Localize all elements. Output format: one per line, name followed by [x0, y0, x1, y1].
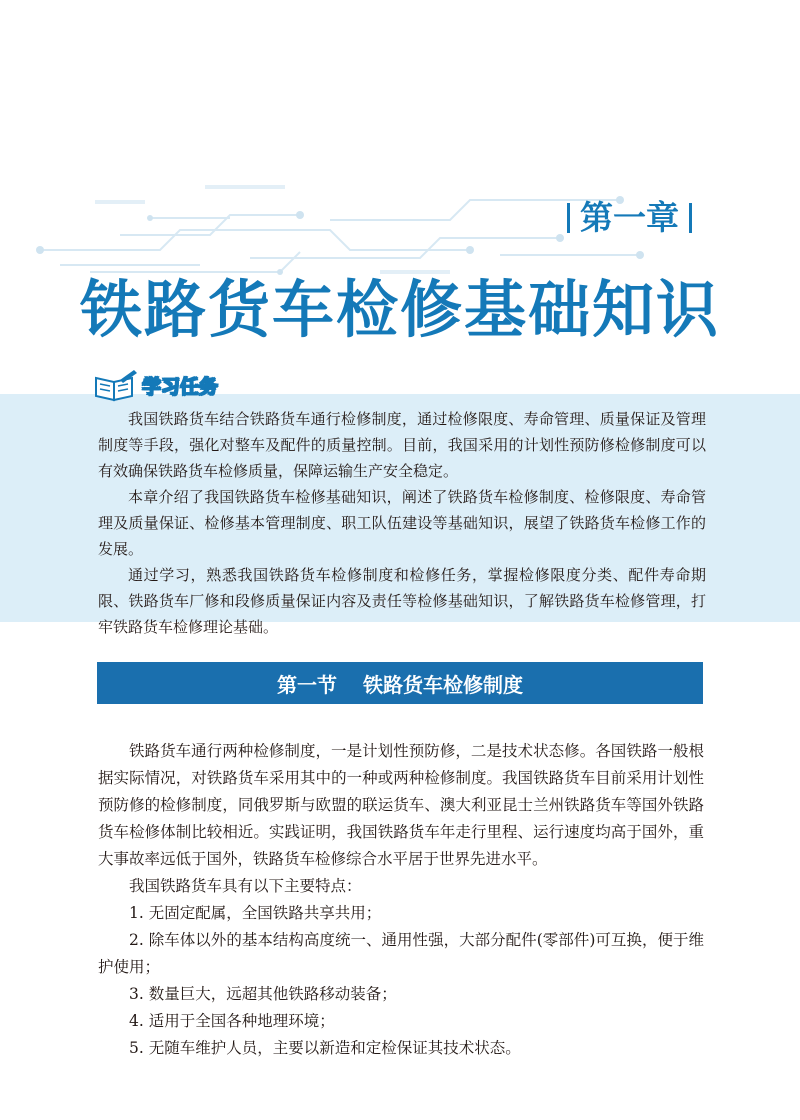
section-number: 第一节: [277, 672, 337, 697]
chapter-title: 铁路货车检修基础知识: [79, 273, 720, 346]
learning-task-paragraph: 我国铁路货车结合铁路货车通行检修制度，通过检修限度、寿命管理、质量保证及管理制度等手段，强化对整车及配件的质量控制。目前，我国采用的计划性预防修检修制度可以有效确保铁路货车检修质量，保障运输生产安全稳定。: [98, 410, 706, 480]
feature-list-item: 1. 无固定配属，全国铁路共享共用；: [129, 904, 382, 922]
features-heading: 我国铁路货车具有以下主要特点：: [129, 877, 362, 895]
body-paragraph: 铁路货车通行两种检修制度，一是计划性预防修，二是技术状态修。各国铁路一般根据实际情况，对铁路货车采用其中的一种或两种检修制度。我国铁路货车目前采用计划性预防修的检修制度，同俄罗斯与欧盟的联运货车、澳大利亚昆士兰州铁路货车等国外铁路货车检修体制比较相近。实践证明，我国铁路货车年走行里程、运行速度均高于国外，重大事故率远低于国外，铁路货车检修综合水平居于世界先进水平。: [98, 742, 704, 868]
learning-task-label: 学习任务: [142, 375, 219, 398]
section-heading-bar: [97, 662, 703, 704]
feature-list-item: 4. 适用于全国各种地理环境；: [129, 1012, 335, 1030]
learning-task-text: [98, 406, 706, 640]
chapter-label: [557, 196, 702, 240]
feature-list-item: 3. 数量巨大，远超其他铁路移动装备；: [129, 985, 397, 1003]
learning-task-paragraph: 本章介绍了我国铁路货车检修基础知识，阐述了铁路货车检修制度、检修限度、寿命管理及质量保证、检修基本管理制度、职工队伍建设等基础知识，展望了铁路货车检修工作的发展。: [98, 488, 706, 558]
learning-task-heading: [92, 368, 218, 402]
feature-list-item: 2. 除车体以外的基本结构高度统一、通用性强，大部分配件(零部件)可互换，便于维护使用；: [98, 931, 704, 976]
learning-task-paragraph: 通过学习，熟悉我国铁路货车检修制度和检修任务，掌握检修限度分类、配件寿命期限、铁路货车厂修和段修质量保证内容及责任等检修基础知识，了解铁路货车检修管理，打牢铁路货车检修理论基础。: [98, 566, 706, 636]
chapter-label-left-bar: [567, 203, 570, 233]
section-body: [98, 738, 704, 1062]
book-pen-icon: [92, 368, 138, 402]
section-title: 铁路货车检修制度: [363, 672, 523, 697]
chapter-number: 第一章: [580, 198, 679, 237]
chapter-label-right-bar: [689, 203, 692, 233]
feature-list-item: 5. 无随车维护人员，主要以新造和定检保证其技术状态。: [129, 1039, 521, 1057]
circuit-background: [0, 0, 800, 300]
